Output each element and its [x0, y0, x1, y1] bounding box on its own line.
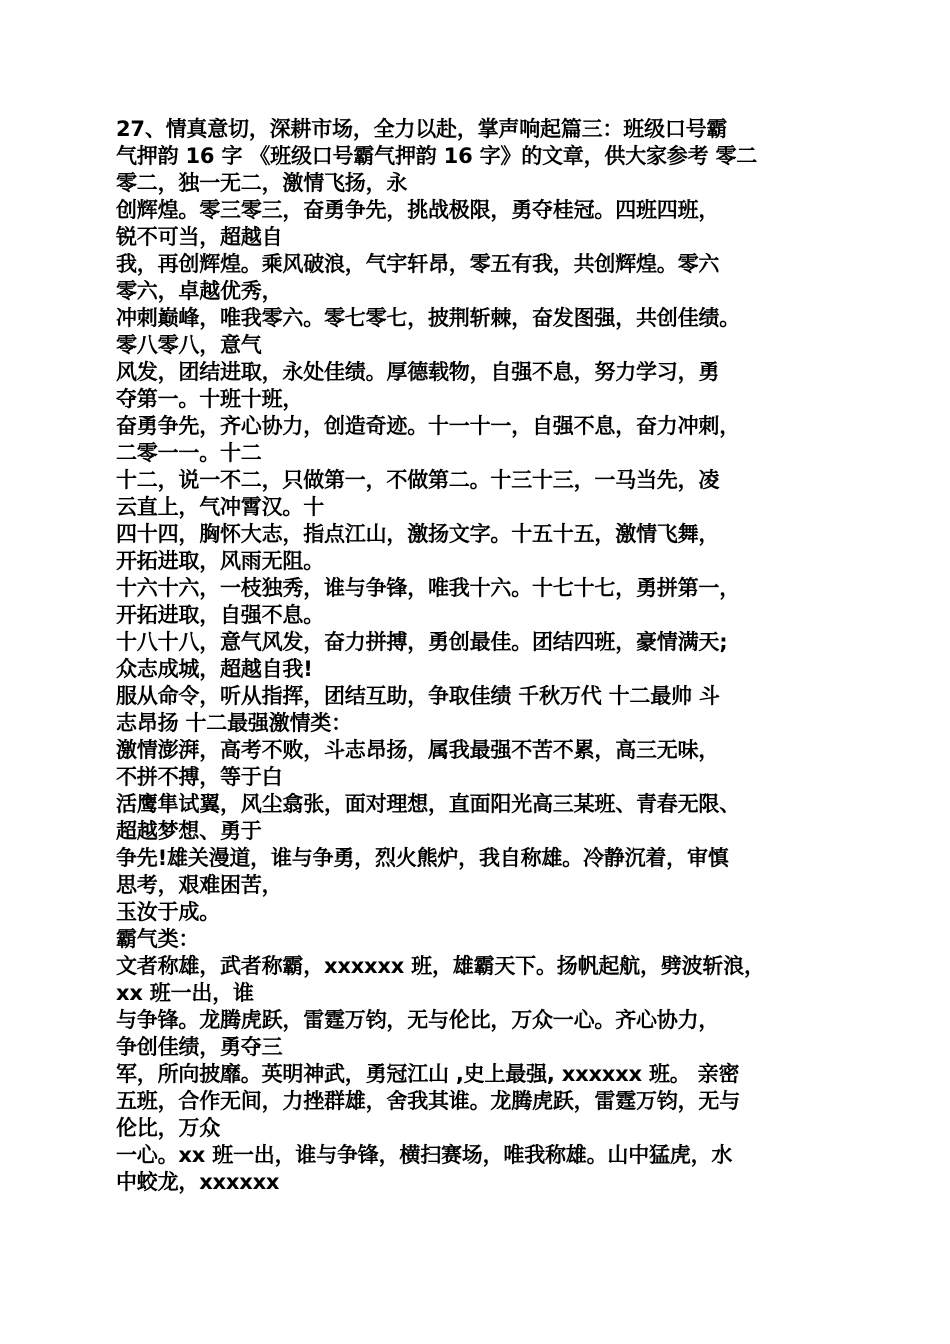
text-line: 与争锋。龙腾虎跃，雷霆万钧，无与伦比，万众一心。齐心协力， [116, 1008, 720, 1032]
text-line: 霸气类： [116, 927, 200, 951]
text-line: 零六，卓越优秀， [116, 279, 283, 303]
text-line: 争创佳绩，勇夺三 [116, 1035, 283, 1059]
text-line: 十二，说一不二，只做第一，不做第二。十三十三，一马当先，凌 [116, 468, 720, 492]
text-line: 文者称雄，武者称霸，xxxxxx 班，雄霸天下。扬帆起航，劈波斩浪， [116, 954, 765, 978]
text-line: 27、情真意切，深耕市场，全力以赴，掌声响起篇三：班级口号霸 [116, 117, 728, 141]
text-line: 奋勇争先，齐心协力，创造奇迹。十一十一，自强不息，奋力冲刺， [116, 414, 740, 438]
text-line: xx 班一出，谁 [116, 981, 254, 1005]
text-line: 我，再创辉煌。乘风破浪，气宇轩昂，零五有我，共创辉煌。零六 [116, 252, 720, 276]
text-line: 四十四，胸怀大志，指点江山，激扬文字。十五十五，激情飞舞， [116, 522, 720, 546]
text-line: 争先!雄关漫道，谁与争勇，烈火熊炉，我自称雄。冷静沉着，审慎 [116, 846, 729, 870]
text-line: 十八十八，意气风发，奋力拼搏，勇创最佳。团结四班，豪情满天; [116, 630, 728, 654]
text-line: 思考，艰难困苦， [116, 873, 283, 897]
text-line: 开拓进取，风雨无阻。 [116, 549, 324, 573]
text-line: 五班，合作无间，力挫群雄，舍我其谁。龙腾虎跃，雷霆万钧，无与 [116, 1089, 740, 1113]
text-line: 志昂扬 十二最强激情类： [116, 711, 352, 735]
text-line: 玉汝于成。 [116, 900, 220, 924]
document-body [116, 116, 836, 1196]
text-line: 夺第一。十班十班， [116, 387, 304, 411]
text-line: 军，所向披靡。英明神武，勇冠江山 ,史上最强, xxxxxx 班。 亲密 [116, 1062, 740, 1086]
text-line: 云直上，气冲霄汉。十 [116, 495, 324, 519]
text-line: 伦比，万众 [116, 1116, 220, 1140]
text-line: 零八零八，意气 [116, 333, 262, 357]
text-line: 开拓进取，自强不息。 [116, 603, 324, 627]
text-line: 服从命令，听从指挥，团结互助，争取佳绩 千秋万代 十二最帅 斗 [116, 684, 720, 708]
text-line: 不拼不搏，等于白 [116, 765, 283, 789]
text-line: 风发，团结进取，永处佳绩。厚德载物，自强不息，努力学习，勇 [116, 360, 720, 384]
text-line: 冲刺巅峰，唯我零六。零七零七，披荆斩棘，奋发图强，共创佳绩。 [116, 306, 740, 330]
text-line: 气押韵 16 字 《班级口号霸气押韵 16 字》的文章，供大家参考 零二 [116, 144, 758, 168]
text-line: 激情澎湃，高考不败，斗志昂扬，属我最强不苦不累，高三无味， [116, 738, 720, 762]
text-line: 超越梦想、勇于 [116, 819, 262, 843]
text-line: 二零一一。十二 [116, 441, 262, 465]
text-line: 众志成城，超越自我! [116, 657, 313, 681]
text-line: 锐不可当，超越自 [116, 225, 283, 249]
text-line: 创辉煌。零三零三，奋勇争先，挑战极限，勇夺桂冠。四班四班， [116, 198, 720, 222]
text-line: 零二，独一无二，激情飞扬，永 [116, 171, 408, 195]
text-line: 一心。xx 班一出，谁与争锋，横扫赛场，唯我称雄。山中猛虎，水 [116, 1143, 733, 1167]
text-line: 中蛟龙，xxxxxx [116, 1170, 280, 1194]
text-line: 十六十六，一枝独秀，谁与争锋，唯我十六。十七十七，勇拼第一， [116, 576, 740, 600]
text-line: 活鹰隼试翼，风尘翕张，面对理想，直面阳光高三某班、青春无限、 [116, 792, 740, 816]
